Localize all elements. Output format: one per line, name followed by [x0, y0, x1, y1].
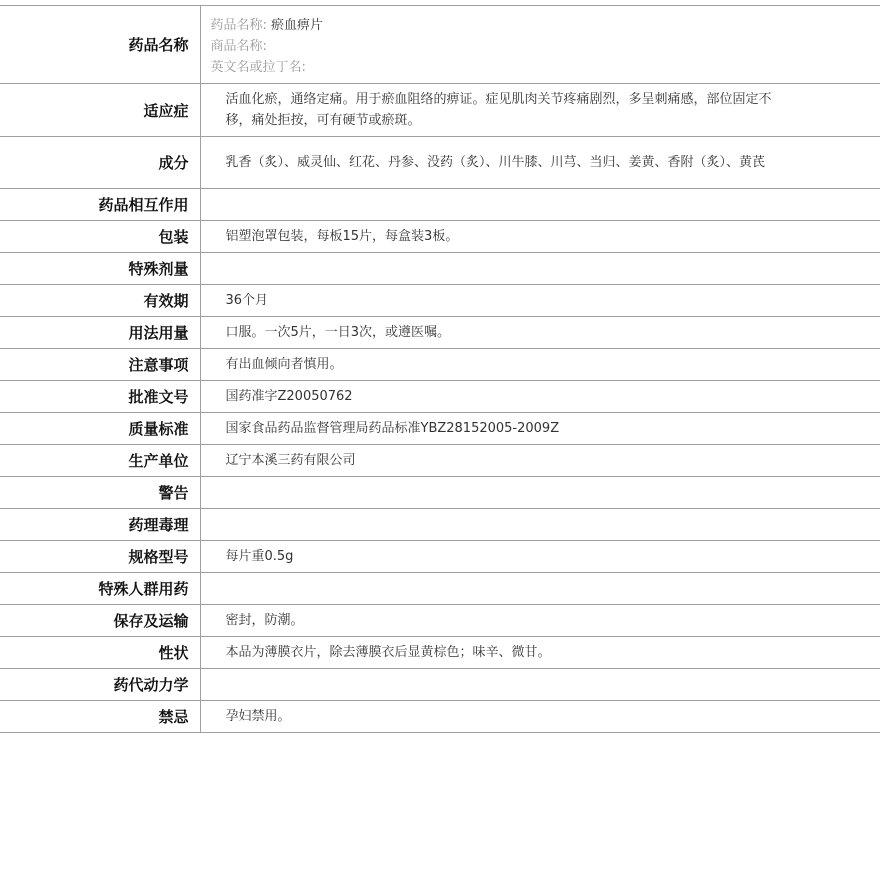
- row-label: 特殊剂量: [0, 253, 200, 285]
- row-label: 包装: [0, 221, 200, 253]
- row-label: 生产单位: [0, 445, 200, 477]
- row-drug-name: [0, 6, 880, 84]
- row-value: [200, 253, 880, 285]
- row-value: 铝塑泡罩包装，每板15片，每盒装3板。: [200, 221, 880, 253]
- row-quality-standard: [0, 413, 880, 445]
- row-interactions: [0, 189, 880, 221]
- row-pharmacology: [0, 509, 880, 541]
- row-warning: [0, 477, 880, 509]
- row-value: 密封，防潮。: [200, 605, 880, 637]
- row-value: 有出血倾向者慎用。: [200, 349, 880, 381]
- row-label: 药理毒理: [0, 509, 200, 541]
- row-label: 适应症: [0, 84, 200, 137]
- row-special-populations: [0, 573, 880, 605]
- row-value: [200, 669, 880, 701]
- row-description: [0, 637, 880, 669]
- row-precautions: [0, 349, 880, 381]
- row-label: 规格型号: [0, 541, 200, 573]
- row-value: 辽宁本溪三药有限公司: [200, 445, 880, 477]
- row-value: [200, 477, 880, 509]
- row-value: 活血化瘀，通络定痛。用于瘀血阻络的痹证。症见肌肉关节疼痛剧烈，多呈刺痛感，部位固定不移，痛处拒按，可有硬节或瘀斑。: [200, 84, 880, 137]
- row-label: 成分: [0, 137, 200, 189]
- row-label: 注意事项: [0, 349, 200, 381]
- row-label: 药代动力学: [0, 669, 200, 701]
- row-label: 有效期: [0, 285, 200, 317]
- row-label: 药品名称: [0, 6, 200, 84]
- row-value: 国家食品药品监督管理局药品标准YBZ28152005-2009Z: [200, 413, 880, 445]
- drug-name-cell: [200, 6, 880, 84]
- row-label: 批准文号: [0, 381, 200, 413]
- drug-info-table: [0, 5, 880, 733]
- row-value: [200, 189, 880, 221]
- row-value: 口服。一次5片，一日3次，或遵医嘱。: [200, 317, 880, 349]
- row-pharmacokinetics: [0, 669, 880, 701]
- row-value: 本品为薄膜衣片，除去薄膜衣后显黄棕色；味辛、微甘。: [200, 637, 880, 669]
- row-indications: [0, 84, 880, 137]
- row-label: 用法用量: [0, 317, 200, 349]
- row-label: 禁忌: [0, 701, 200, 733]
- row-value: 每片重0.5g: [200, 541, 880, 573]
- generic-name-line: [211, 15, 880, 36]
- row-value: 孕妇禁用。: [200, 701, 880, 733]
- row-label: 质量标准: [0, 413, 200, 445]
- row-label: 药品相互作用: [0, 189, 200, 221]
- row-label: 警告: [0, 477, 200, 509]
- row-packaging: [0, 221, 880, 253]
- row-value: 国药准字Z20050762: [200, 381, 880, 413]
- english-name-key: 英文名或拉丁名:: [210, 60, 306, 75]
- row-specification: [0, 541, 880, 573]
- generic-name-key: 药品名称:: [210, 18, 267, 33]
- row-special-dosage: [0, 253, 880, 285]
- row-value: [200, 573, 880, 605]
- trade-name-key: 商品名称:: [210, 39, 267, 54]
- generic-name-value: 瘀血痹片: [271, 18, 324, 33]
- row-contraindications: [0, 701, 880, 733]
- row-label: 保存及运输: [0, 605, 200, 637]
- english-name-line: [211, 57, 880, 78]
- row-approval-number: [0, 381, 880, 413]
- trade-name-line: [211, 36, 880, 57]
- row-storage: [0, 605, 880, 637]
- row-dosage: [0, 317, 880, 349]
- row-value: 36个月: [200, 285, 880, 317]
- row-label: 特殊人群用药: [0, 573, 200, 605]
- row-shelf-life: [0, 285, 880, 317]
- row-value: [200, 509, 880, 541]
- row-ingredients: [0, 137, 880, 189]
- row-label: 性状: [0, 637, 200, 669]
- row-value: 乳香（炙）、威灵仙、红花、丹参、没药（炙）、川牛膝、川芎、当归、姜黄、香附（炙）、黄芪: [200, 137, 880, 189]
- row-manufacturer: [0, 445, 880, 477]
